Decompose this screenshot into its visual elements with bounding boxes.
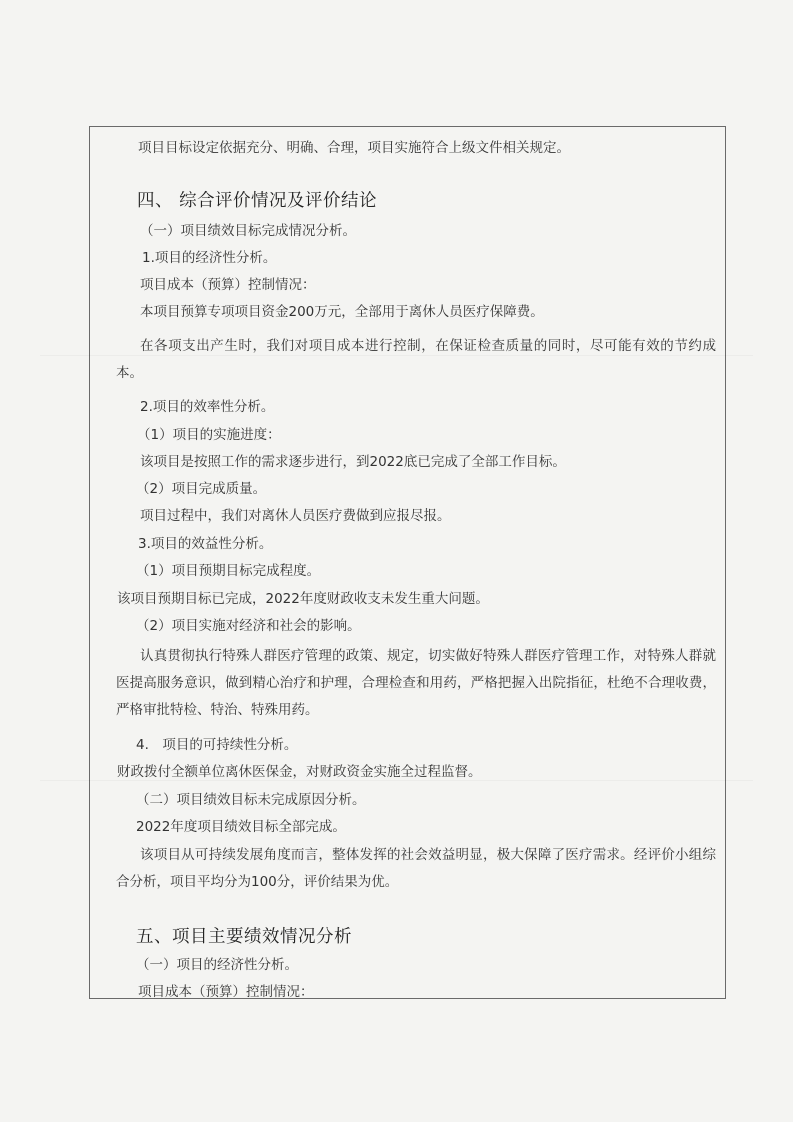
paragraph: 在各项支出产生时，我们对项目成本进行控制，在保证检查质量的同时，尽可能有效的节约成本。 xyxy=(116,338,716,381)
paragraph: 2022年度项目绩效目标全部完成。 xyxy=(136,819,346,835)
paragraph: 项目过程中，我们对离休人员医疗费做到应报尽报。 xyxy=(140,508,451,524)
paragraph: 项目目标设定依据充分、明确、合理，项目实施符合上级文件相关规定。 xyxy=(138,140,570,156)
paragraph: 财政拨付全额单位离休医保金，对财政资金实施全过程监督。 xyxy=(117,764,482,780)
paragraph: 该项目是按照工作的需求逐步进行，到2022底已完成了全部工作目标。 xyxy=(140,454,566,470)
item-title: 4. 项目的可持续性分析。 xyxy=(136,737,298,753)
subsection-title: （一）项目绩效目标完成情况分析。 xyxy=(140,223,356,239)
item-title: （2）项目实施对经济和社会的影响。 xyxy=(136,618,361,634)
item-title: （1）项目预期目标完成程度。 xyxy=(136,563,321,579)
item-title: 项目成本（预算）控制情况： xyxy=(140,277,316,293)
item-title: （2）项目完成质量。 xyxy=(136,481,267,497)
item-title: 1.项目的经济性分析。 xyxy=(142,250,277,266)
paragraph: 本项目预算专项项目资金200万元，全部用于离休人员医疗保障费。 xyxy=(140,304,544,320)
item-title: （1）项目的实施进度： xyxy=(137,427,281,443)
item-title: 项目成本（预算）控制情况： xyxy=(138,984,314,1000)
paragraph: 认真贯彻执行特殊人群医疗管理的政策、规定，切实做好特殊人群医疗管理工作，对特殊人群就医提高服务意识，做到精心治疗和护理，合理检查和用药，严格把握入出院指征，杜绝不合理收费，严格审批特检、特治、特殊用药。 xyxy=(116,648,716,718)
section-heading: 四、 综合评价情况及评价结论 xyxy=(137,191,378,211)
paragraph: 该项目预期目标已完成，2022年度财政收支未发生重大问题。 xyxy=(117,591,489,607)
item-title: 3.项目的效益性分析。 xyxy=(138,536,273,552)
subsection-title: （二）项目绩效目标未完成原因分析。 xyxy=(136,792,366,808)
subsection-title: （一）项目的经济性分析。 xyxy=(136,957,298,973)
paragraph: 该项目从可持续发展角度而言，整体发挥的社会效益明显，极大保障了医疗需求。经评价小组综合分析，项目平均分为100分，评价结果为优。 xyxy=(116,847,716,890)
section-heading: 五、项目主要绩效情况分析 xyxy=(136,927,352,947)
item-title: 2.项目的效率性分析。 xyxy=(140,399,275,415)
